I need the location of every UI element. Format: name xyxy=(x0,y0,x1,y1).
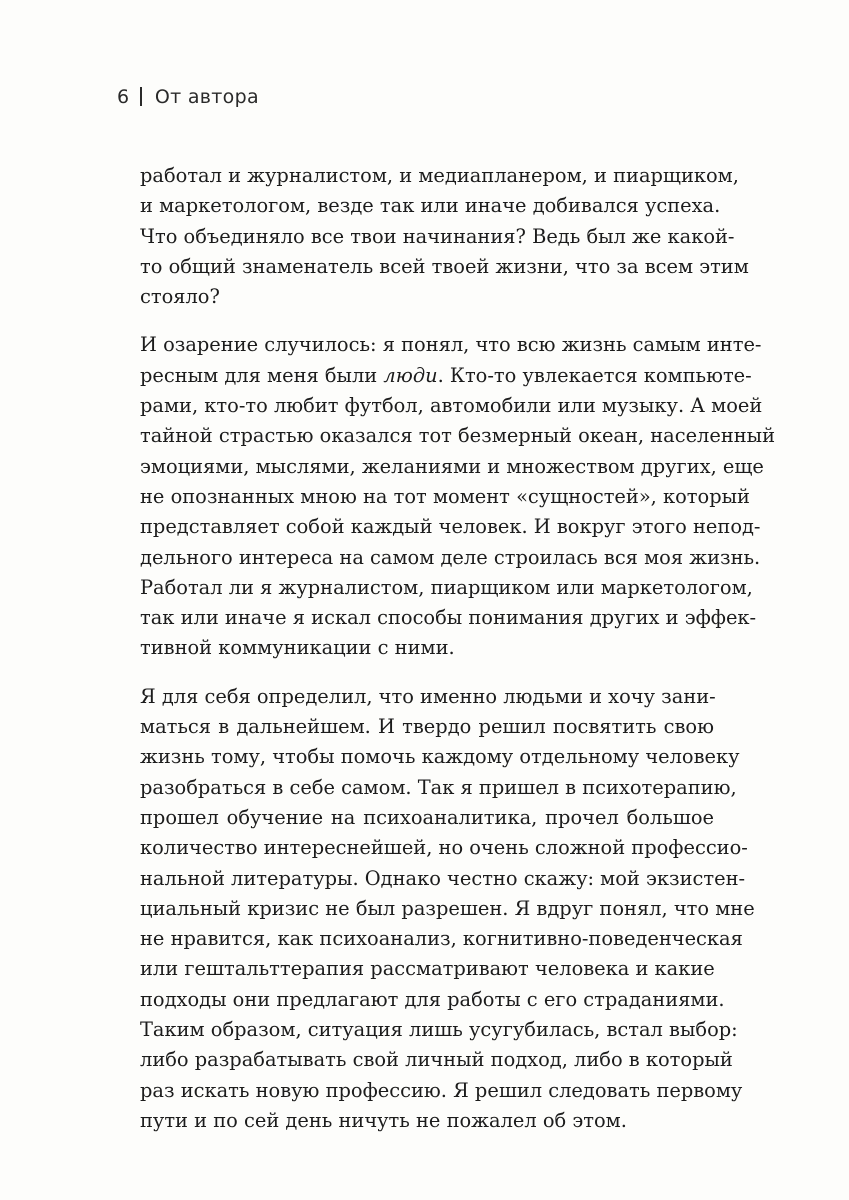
header-separator xyxy=(140,87,142,106)
text-line: либо разрабатывать свой личный подход, либо в который xyxy=(140,1048,733,1072)
text-line: не нравится, как психоанализ, когнитивно-поведенческая xyxy=(140,927,743,951)
text-line: стояло? xyxy=(140,285,220,309)
section-title: От автора xyxy=(154,86,259,108)
text-line: тивной коммуникации с ними. xyxy=(140,636,455,660)
text-line: и маркетологом, везде так или иначе добивался успеха. xyxy=(140,194,721,218)
text-line: циальный кризис не был разрешен. Я вдруг понял, что мне xyxy=(140,896,755,920)
text-line: представляет собой каждый человек. И вокруг этого непод- xyxy=(140,515,761,539)
text-line: Работал ли я журналистом, пиарщиком или маркетологом, xyxy=(140,575,753,599)
text-line: подходы они предлагают для работы с его страданиями. xyxy=(140,987,725,1011)
text-line: Что объединяло все твои начинания? Ведь был же какой- xyxy=(140,224,735,248)
text-line: разобраться в себе самом. Так я пришел в психотерапию, xyxy=(140,775,737,799)
text-line: так или иначе я искал способы понимания других и эффек- xyxy=(140,606,757,630)
text-line: Таким образом, ситуация лишь усугубилась, встал выбор: xyxy=(140,1018,738,1042)
text-line: то общий знаменатель всей твоей жизни, что за всем этим xyxy=(140,254,749,278)
text-line: пути и по сей день ничуть не пожалел об этом. xyxy=(140,1108,627,1132)
text-line: или гештальттерапия рассматривают человека и какие xyxy=(140,957,715,981)
page-number: 6 xyxy=(117,86,130,108)
text-line: Я для себя определил, что именно людьми и хочу зани- xyxy=(140,684,716,708)
text-line: тайной страстью оказался тот безмерный океан, населенный xyxy=(140,424,776,448)
text-line: раз искать новую профессию. Я решил следовать первому xyxy=(140,1078,743,1102)
text-line: И озарение случилось: я понял, что всю жизнь самым инте- xyxy=(140,333,762,357)
text-segment: ресным для меня были xyxy=(140,363,384,387)
text-line: прошел обучение на психоаналитика, прочел большое xyxy=(140,805,714,829)
paragraph-1 xyxy=(140,161,749,312)
paragraph-2 xyxy=(140,330,776,663)
emphasized-word: люди xyxy=(383,363,438,387)
text-line: нальной литературы. Однако честно скажу: мой экзистен- xyxy=(140,866,746,890)
text-line: количество интереснейшей, но очень сложной профессио- xyxy=(140,836,748,860)
text-line: не опознанных мною на тот момент «сущностей», который xyxy=(140,484,750,508)
text-line: жизнь тому, чтобы помочь каждому отдельному человеку xyxy=(140,745,740,769)
text-line: маться в дальнейшем. И твердо решил посвятить свою xyxy=(140,715,714,739)
running-header xyxy=(117,86,259,108)
text-line xyxy=(140,361,752,391)
body-text xyxy=(140,161,776,1154)
text-line: эмоциями, мыслями, желаниями и множеством других, еще xyxy=(140,454,764,478)
text-line: работал и журналистом, и медиапланером, и пиарщиком, xyxy=(140,164,739,187)
text-segment: . Кто-то увлекается компьюте- xyxy=(437,363,752,387)
paragraph-3 xyxy=(140,682,755,1136)
text-line: рами, кто-то любит футбол, автомобили или музыку. А моей xyxy=(140,394,763,418)
text-line: дельного интереса на самом деле строилась вся моя жизнь. xyxy=(140,545,761,569)
